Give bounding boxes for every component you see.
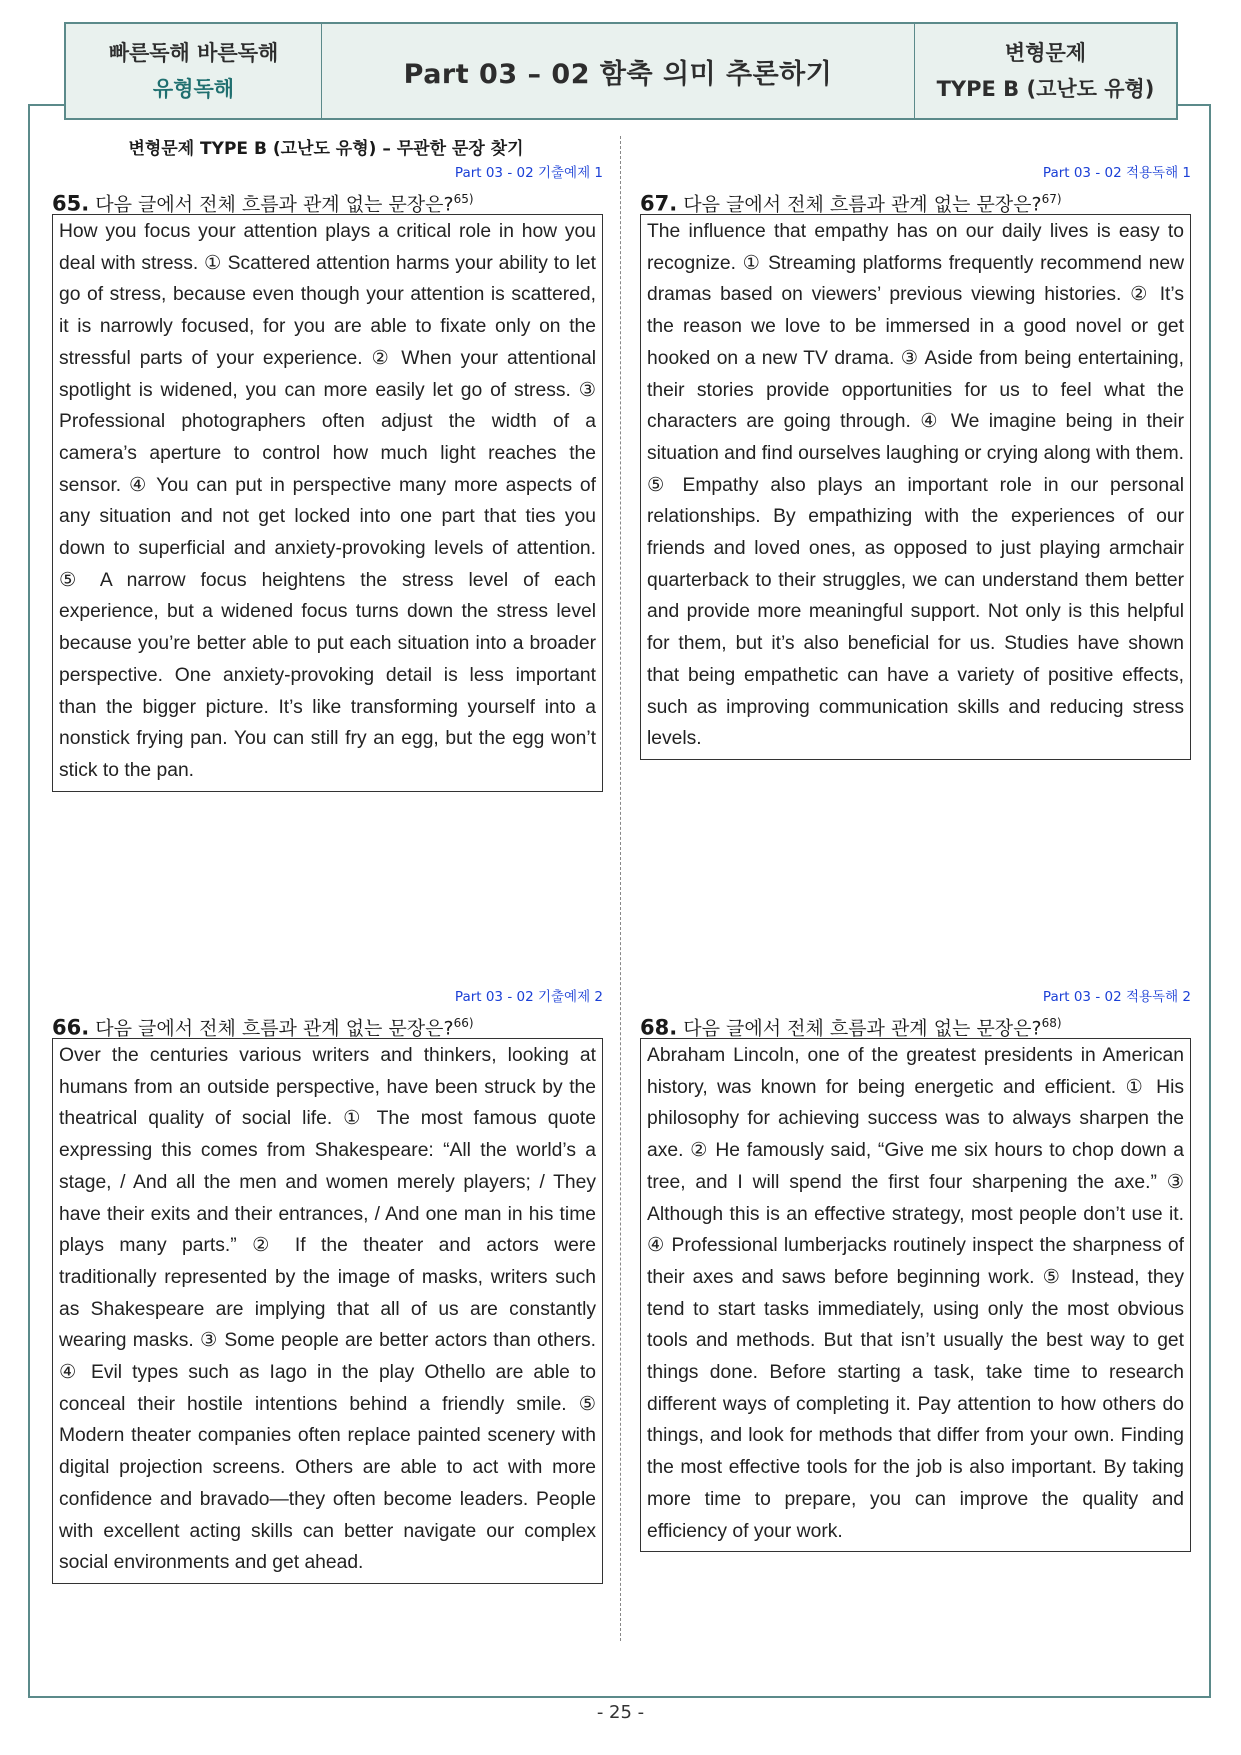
header-type-name: TYPE B (고난도 유형) xyxy=(936,77,1155,101)
question-passage: Over the centuries various writers and thinkers, looking at humans from an outside perspective, have been struck by the theatrical quality of social life. ① The most famous quote expressing this comes from Shakespeare: “All the world’s a stage, / And all the men and women merely players; / They have their exits and their entrances, / And one man in his time plays many parts.” ② If the theater and actors were traditionally represented by the image of masks, writers such as Shakespeare are implying that all of us are constantly wearing masks. ③ Some people are better actors than others. ④ Evil types such as Iago in the play Othello are able to conceal their hostile intentions behind a friendly smile. ⑤ Modern theater companies often replace painted scenery with digital projection screens. Others are able to act with more confidence and bravado—they often become leaders. People with excellent acting skills can better navigate our complex social environments and get ahead. xyxy=(52,1038,603,1584)
question-prompt: 다음 글에서 전체 흐름과 관계 없는 문장은? xyxy=(683,193,1042,216)
page-header xyxy=(64,22,1178,120)
question-source: Part 03 - 02 기출예제 1 xyxy=(454,165,603,181)
page-number: - 25 - xyxy=(596,1702,645,1723)
question-footnote: 67) xyxy=(1041,192,1062,206)
question-header xyxy=(52,1008,603,1038)
question-source: Part 03 - 02 적용독해 2 xyxy=(1042,989,1191,1005)
question-source: Part 03 - 02 기출예제 2 xyxy=(454,989,603,1005)
column-divider xyxy=(620,136,621,1641)
question-passage: How you focus your attention plays a critical role in how you deal with stress. ① Scattered attention harms your ability to let go of stress, because even though your attention is scattered, it is narrowly focused, for you are able to fixate only on the stressful parts of your experience. ② When your attentional spotlight is widened, you can more easily let go of stress. ③ Professional photographers often adjust the width of a camera’s aperture to control how much light reaches the sensor. ④ You can put in perspective many more aspects of any situation and not get locked into one part that ties you down to superficial and anxiety-provoking levels of attention. ⑤ A narrow focus heightens the stress level of each experience, but a widened focus turns down the stress level because you’re better able to put each situation into a broader perspective. One anxiety-provoking detail is less important than the bigger picture. It’s like transforming yourself into a nonstick frying pan. You can still fry an egg, but the egg won’t stick to the pan. xyxy=(52,214,603,792)
section-title: 변형문제 TYPE B (고난도 유형) – 무관한 문장 찾기 xyxy=(128,139,524,159)
question-65 xyxy=(52,162,603,792)
question-passage: The influence that empathy has on our daily lives is easy to recognize. ① Streaming platforms frequently recommend new dramas based on viewers’ previous viewing histories. ② It’s the reason we love to be immersed in a good novel or get hooked on a new TV drama. ③ Aside from being entertaining, their stories provide opportunities for us to feel what the characters are going through. ④ We imagine being in their situation and find ourselves laughing or crying along with them. ⑤ Empathy also plays an important role in our personal relationships. By empathizing with the experiences of our friends and loved ones, as opposed to just playing armchair quarterback to their struggles, we can understand them better and provide more meaningful support. Not only is this helpful for them, but it’s also beneficial for us. Studies have shown that being empathetic can have a variety of positive effects, such as improving communication skills and reducing stress levels. xyxy=(640,214,1191,760)
question-prompt: 다음 글에서 전체 흐름과 관계 없는 문장은? xyxy=(683,1017,1042,1040)
question-number: 68. xyxy=(640,1015,678,1040)
frame-top-right-edge xyxy=(1178,104,1211,106)
question-header xyxy=(640,184,1191,214)
frame-top-left-edge xyxy=(28,104,66,106)
question-header xyxy=(640,1008,1191,1038)
question-number: 67. xyxy=(640,191,678,216)
question-footnote: 65) xyxy=(453,192,474,206)
question-number: 66. xyxy=(52,1015,90,1040)
question-prompt: 다음 글에서 전체 흐름과 관계 없는 문장은? xyxy=(95,1017,454,1040)
header-left-cell xyxy=(66,24,322,118)
question-number: 65. xyxy=(52,191,90,216)
question-68 xyxy=(640,986,1191,1552)
header-title-cell xyxy=(322,24,914,118)
header-book-subtitle: 유형독해 xyxy=(152,77,235,101)
header-type-label: 변형문제 xyxy=(1004,41,1087,65)
question-passage: Abraham Lincoln, one of the greatest presidents in American history, was known for being energetic and efficient. ① His philosophy for achieving success was to always sharpen the axe. ② He famously said, “Give me six hours to chop down a tree, and I will spend the first four sharpening the axe.” ③ Although this is an effective strategy, most people don’t use it. ④ Professional lumberjacks routinely inspect the sharpness of their axes and saws before beginning work. ⑤ Instead, they tend to start tasks immediately, using only the most obvious tools and methods. But that isn’t usually the best way to get things done. Before starting a task, take time to research different ways of completing it. Pay attention to how others do things, and look for methods that differ from your own. Finding the most effective tools for the job is also important. By taking more time to prepare, you can improve the quality and efficiency of your work. xyxy=(640,1038,1191,1552)
header-title: Part 03 – 02 함축 의미 추론하기 xyxy=(403,58,833,90)
header-right-cell xyxy=(914,24,1176,118)
question-66 xyxy=(52,986,603,1584)
header-book-title: 빠른독해 바른독해 xyxy=(108,41,279,65)
question-footnote: 66) xyxy=(453,1016,474,1030)
question-header xyxy=(52,184,603,214)
question-67 xyxy=(640,162,1191,760)
question-prompt: 다음 글에서 전체 흐름과 관계 없는 문장은? xyxy=(95,193,454,216)
question-footnote: 68) xyxy=(1041,1016,1062,1030)
question-source: Part 03 - 02 적용독해 1 xyxy=(1042,165,1191,181)
